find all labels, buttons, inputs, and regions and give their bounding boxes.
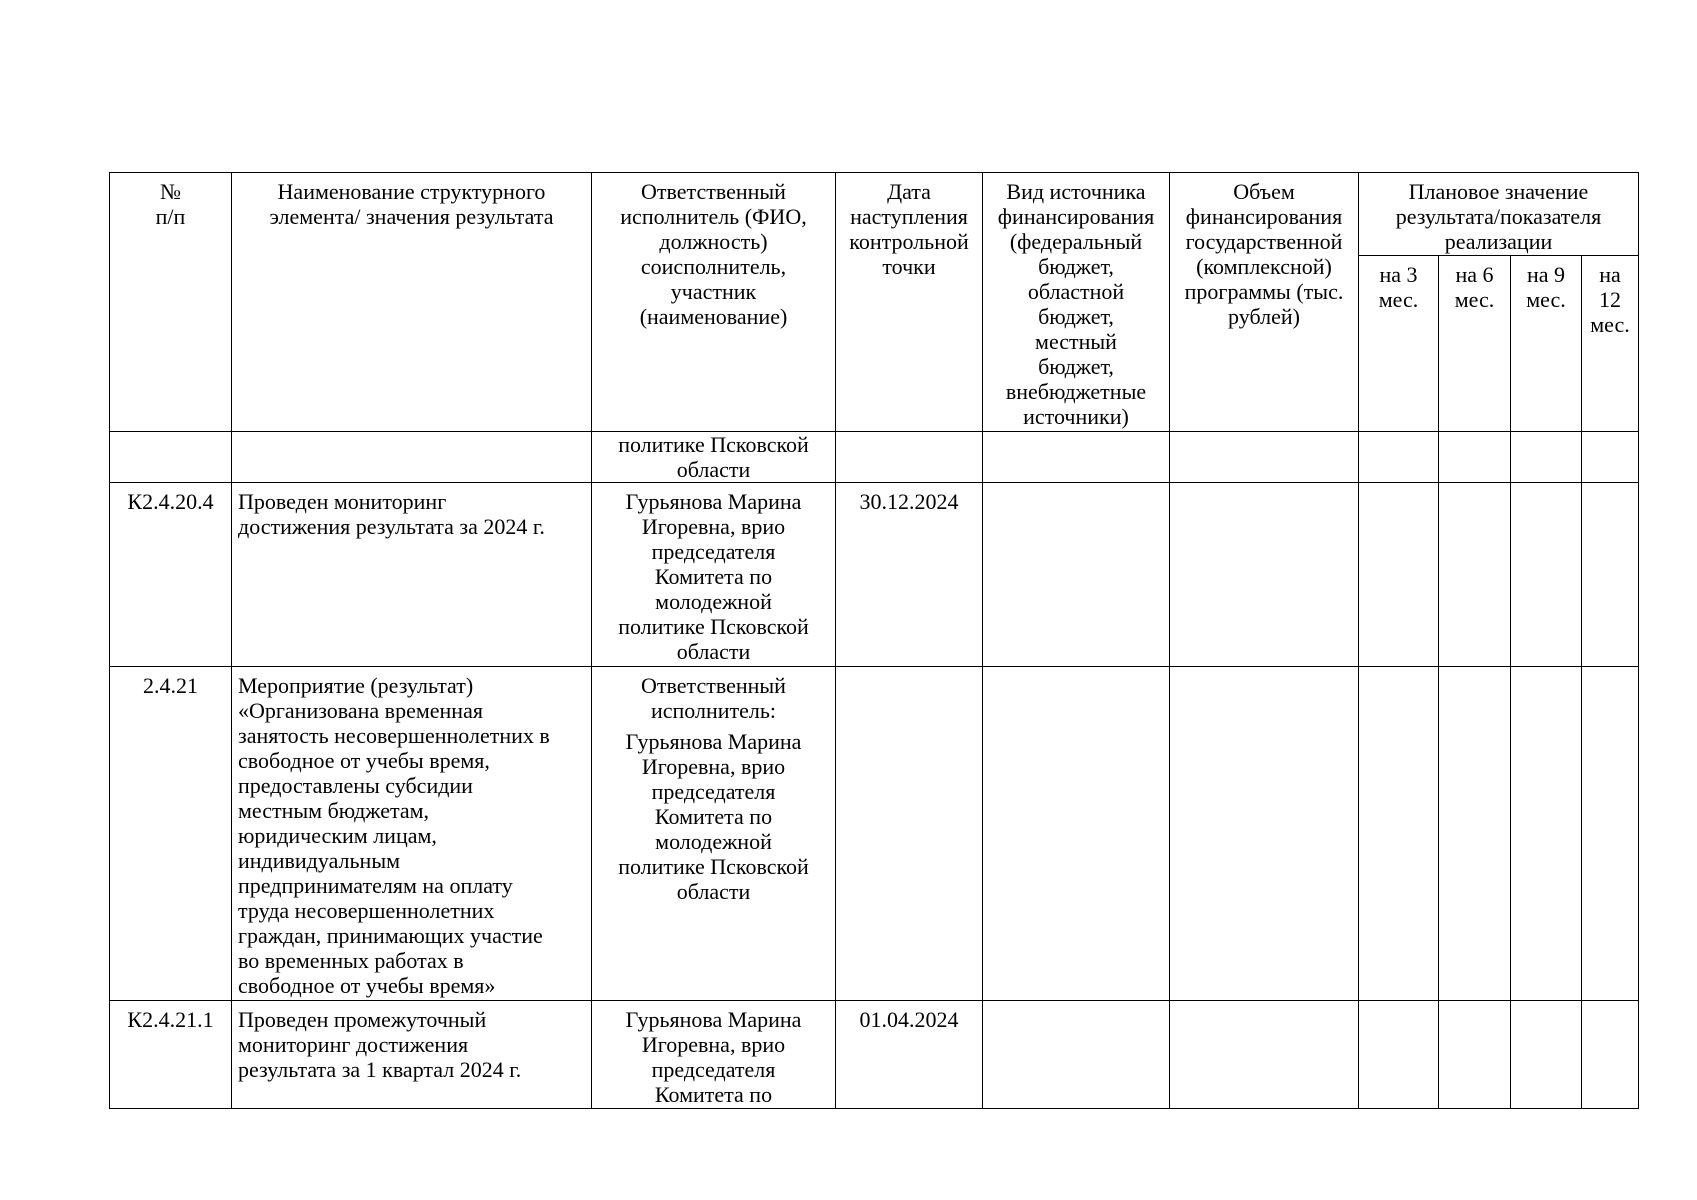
header-3-months: на 3 мес. — [1359, 256, 1439, 432]
row-6-months — [1439, 1001, 1511, 1109]
header-source: Вид источника финансирования (федеральный бюджет, областной бюджет, местный бюджет, внебюджетные источники) — [983, 173, 1170, 432]
row-date — [836, 432, 983, 483]
header-12-months: на 12 мес. — [1582, 256, 1639, 432]
row-3-months — [1359, 432, 1439, 483]
row-volume — [1170, 432, 1359, 483]
row-source — [983, 432, 1170, 483]
row-12-months — [1582, 483, 1639, 667]
row-responsible-cell — [592, 667, 836, 1001]
row-responsible: Гурьянова Марина Игоревна, врио председателя Комитета по молодежной политике Псковской области — [592, 483, 836, 667]
table-row — [110, 483, 1639, 667]
row-12-months — [1582, 1001, 1639, 1109]
row-9-months — [1511, 1001, 1582, 1109]
row-source — [983, 1001, 1170, 1109]
table-row — [110, 432, 1639, 483]
row-responsible: Гурьянова Марина Игоревна, врио председателя Комитета по — [592, 1001, 836, 1109]
row-12-months — [1582, 667, 1639, 1001]
row-date: 30.12.2024 — [836, 483, 983, 667]
header-row — [110, 173, 1639, 256]
row-responsible: Гурьянова Марина Игоревна, врио председателя Комитета по молодежной политике Псковской области — [618, 729, 809, 904]
row-date — [836, 667, 983, 1001]
row-volume — [1170, 483, 1359, 667]
control-points-table — [109, 172, 1639, 1109]
row-source — [983, 667, 1170, 1001]
row-9-months — [1511, 432, 1582, 483]
header-6-months: на 6 мес. — [1439, 256, 1511, 432]
row-volume — [1170, 667, 1359, 1001]
header-responsible: Ответственный исполнитель (ФИО, должность) соисполнитель, участник (наименование) — [592, 173, 836, 432]
row-name — [232, 432, 592, 483]
row-responsible: политике Псковской области — [592, 432, 836, 483]
header-date: Дата наступления контрольной точки — [836, 173, 983, 432]
header-name: Наименование структурного элемента/ значения результата — [232, 173, 592, 432]
table-row — [110, 667, 1639, 1001]
table-row — [110, 1001, 1639, 1109]
row-9-months — [1511, 667, 1582, 1001]
row-9-months — [1511, 483, 1582, 667]
row-num: К2.4.20.4 — [110, 483, 232, 667]
row-6-months — [1439, 432, 1511, 483]
header-volume: Объем финансирования государственной (комплексной) программы (тыс. рублей) — [1170, 173, 1359, 432]
row-6-months — [1439, 483, 1511, 667]
row-3-months — [1359, 483, 1439, 667]
row-date: 01.04.2024 — [836, 1001, 983, 1109]
row-num — [110, 432, 232, 483]
header-planned: Плановое значение результата/показателя реализации — [1359, 173, 1639, 256]
row-name: Проведен промежуточный мониторинг достижения результата за 1 квартал 2024 г. — [232, 1001, 592, 1109]
row-name: Проведен мониторинг достижения результата за 2024 г. — [232, 483, 592, 667]
row-3-months — [1359, 1001, 1439, 1109]
row-6-months — [1439, 667, 1511, 1001]
row-12-months — [1582, 432, 1639, 483]
row-name: Мероприятие (результат) «Организована временная занятость несовершеннолетних в свободное от учебы время, предоставлены субсидии местным бюджетам, юридическим лицам, индивидуальным предпринимателям на оплату труда несовершеннолетних граждан, принимающих участие во временных работах в свободное от учебы время» — [232, 667, 592, 1001]
row-responsible-label: Ответственный исполнитель: — [641, 673, 786, 723]
header-num: № п/п — [110, 173, 232, 432]
row-num: 2.4.21 — [110, 667, 232, 1001]
row-source — [983, 483, 1170, 667]
row-volume — [1170, 1001, 1359, 1109]
header-9-months: на 9 мес. — [1511, 256, 1582, 432]
row-3-months — [1359, 667, 1439, 1001]
row-num: К2.4.21.1 — [110, 1001, 232, 1109]
